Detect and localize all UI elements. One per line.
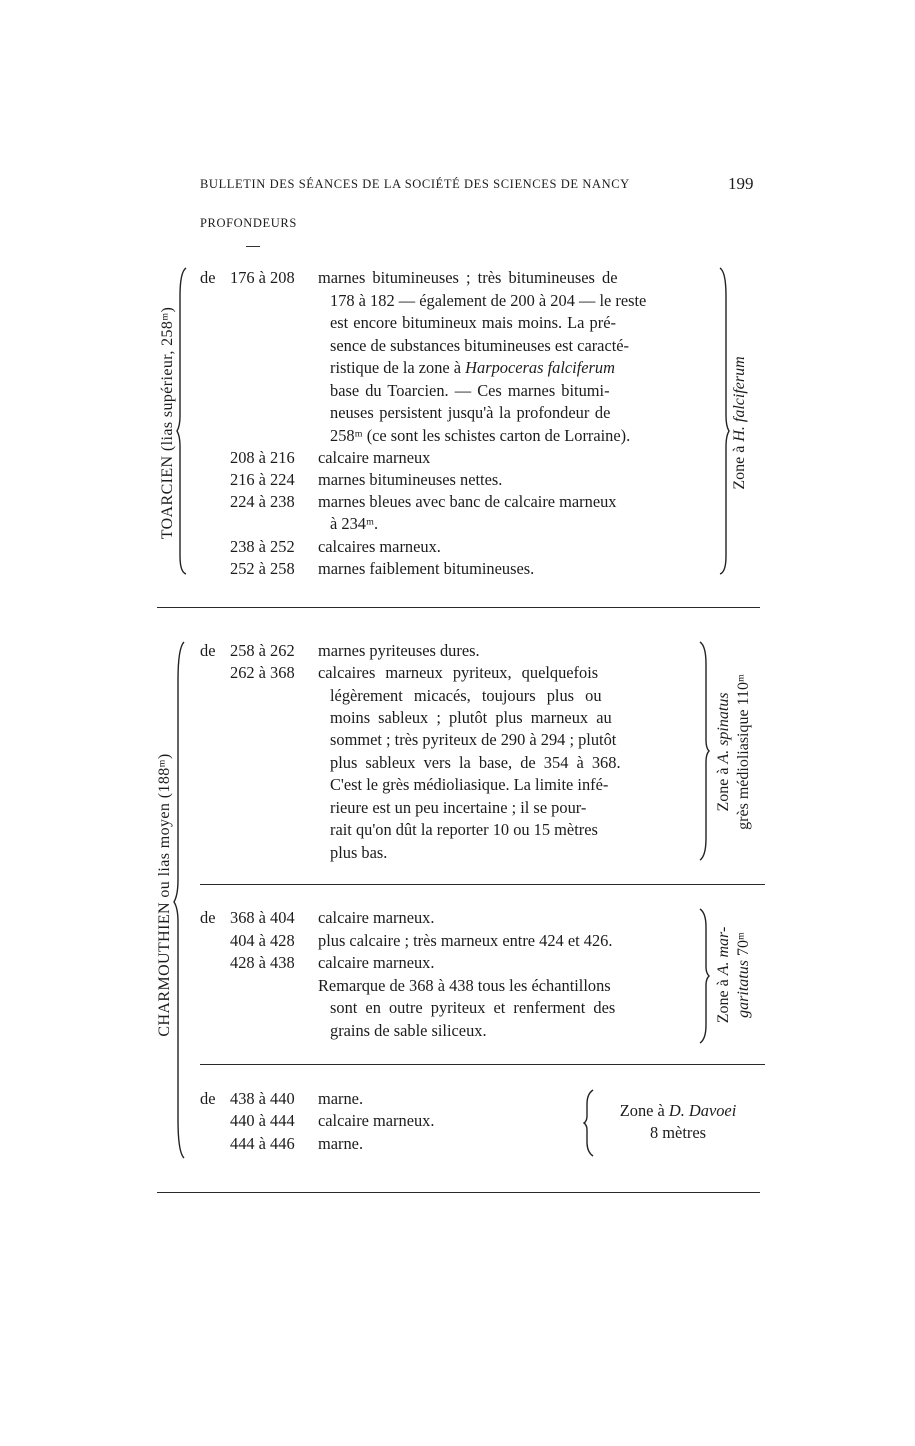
heading-dash bbox=[246, 246, 260, 247]
page-number: 199 bbox=[728, 174, 754, 193]
s1-depth-10: 216 à 224 bbox=[230, 470, 295, 489]
s3-text-6: grains de sable siliceux. bbox=[330, 1021, 487, 1040]
s2-text-6: plus sableux vers la base, de 354 à 368. bbox=[330, 753, 621, 772]
s3-depth-1: 368 à 404 bbox=[230, 908, 295, 927]
stage-label-toarcien: TOARCIEN (lias supérieur, 258ᵐ) bbox=[159, 306, 176, 540]
s2-zone-label: Zone à A. spinatus grès médioliasique 110ᵐ bbox=[715, 674, 752, 830]
s4-prefix-1: de bbox=[200, 1089, 216, 1108]
s1-text-11: marnes bleues avec banc de calcaire marneux bbox=[318, 492, 617, 511]
s2-text-2: calcaires marneux pyriteux, quelquefois bbox=[318, 663, 599, 682]
separator-4 bbox=[157, 1192, 760, 1193]
s4-depth-3: 444 à 446 bbox=[230, 1134, 295, 1153]
s1-text-12: à 234ᵐ. bbox=[330, 514, 379, 533]
s2-text-5: sommet ; très pyriteux de 290 à 294 ; plutôt bbox=[330, 730, 617, 749]
s4-zone-thickness: 8 mètres bbox=[650, 1123, 706, 1142]
s2-text-10: plus bas. bbox=[330, 843, 388, 862]
separator-3 bbox=[200, 1064, 765, 1065]
s1-text-6: base du Toarcien. — Ces marnes bitumi- bbox=[330, 381, 610, 400]
s2-depth-1: 258 à 262 bbox=[230, 641, 295, 660]
s1-depth-14: 252 à 258 bbox=[230, 559, 295, 578]
s2-zone-line2: grès médioliasique 110ᵐ bbox=[735, 674, 752, 830]
running-head: BULLETIN DES SÉANCES DE LA SOCIÉTÉ DES SCIENCES DE NANCY bbox=[200, 177, 630, 191]
s1-text-1: marnes bitumineuses ; très bitumineuses de bbox=[318, 268, 618, 287]
s1-zone-label: Zone à H. falciferum bbox=[731, 356, 748, 490]
s1-depth-9: 208 à 216 bbox=[230, 448, 295, 467]
s4-text-1: marne. bbox=[318, 1089, 364, 1108]
s1-text-4: sence de substances bitumineuses est caracté- bbox=[330, 336, 630, 355]
s1-text-2: 178 à 182 — également de 200 à 204 — le reste bbox=[330, 291, 647, 310]
s1-depth-1: 176 à 208 bbox=[230, 268, 295, 287]
s2-text-9: rait qu'on dût la reporter 10 ou 15 mètres bbox=[330, 820, 598, 839]
charmouthien-brace bbox=[172, 640, 188, 1160]
s3-depth-3: 428 à 438 bbox=[230, 953, 295, 972]
s2-text-3: légèrement micacés, toujours plus ou bbox=[330, 686, 602, 705]
stage-label-charmouthien: CHARMOUTHIEN ou lias moyen (188ᵐ) bbox=[156, 753, 173, 1037]
s4-text-2: calcaire marneux. bbox=[318, 1111, 435, 1130]
s4-depth-2: 440 à 444 bbox=[230, 1111, 295, 1130]
s4-depth-1: 438 à 440 bbox=[230, 1089, 295, 1108]
s2-text-1: marnes pyriteuses dures. bbox=[318, 641, 480, 660]
s1-text-10: marnes bitumineuses nettes. bbox=[318, 470, 503, 489]
s2-zone-brace bbox=[696, 640, 710, 862]
s1-line-1: de bbox=[200, 268, 216, 287]
s2-text-8: rieure est un peu incertaine ; il se pour- bbox=[330, 798, 587, 817]
s1-text-5: ristique de la zone à Harpoceras falciferum bbox=[330, 358, 615, 377]
s1-text-14: marnes faiblement bitumineuses. bbox=[318, 559, 535, 578]
s3-zone-brace bbox=[696, 907, 710, 1045]
s1-depth-13: 238 à 252 bbox=[230, 537, 295, 556]
toarcien-brace bbox=[176, 266, 190, 576]
s1-text-3: est encore bitumineux mais moins. La pré- bbox=[330, 313, 616, 332]
s3-text-2: plus calcaire ; très marneux entre 424 et 426. bbox=[318, 931, 613, 950]
s3-prefix-1: de bbox=[200, 908, 216, 927]
separator-2 bbox=[200, 884, 765, 885]
s2-prefix-1: de bbox=[200, 641, 216, 660]
s1-zone-brace bbox=[716, 266, 730, 576]
s2-text-7: C'est le grès médioliasique. La limite infé- bbox=[330, 775, 609, 794]
s4-zone-brace bbox=[583, 1088, 597, 1158]
s1-text-9: calcaire marneux bbox=[318, 448, 431, 467]
s1-text-8: 258ᵐ (ce sont les schistes carton de Lorraine). bbox=[330, 426, 631, 445]
s2-depth-2: 262 à 368 bbox=[230, 663, 295, 682]
s3-zone-label: Zone à A. mar- garitatus 70ᵐ bbox=[715, 926, 752, 1024]
s3-text-1: calcaire marneux. bbox=[318, 908, 435, 927]
s1-text-7: neuses persistent jusqu'à la profondeur de bbox=[330, 403, 611, 422]
s3-text-4: Remarque de 368 à 438 tous les échantillons bbox=[318, 976, 611, 995]
s4-text-3: marne. bbox=[318, 1134, 364, 1153]
s3-depth-2: 404 à 428 bbox=[230, 931, 295, 950]
column-heading: PROFONDEURS bbox=[200, 216, 297, 230]
separator-1 bbox=[157, 607, 760, 608]
s2-text-4: moins sableux ; plutôt plus marneux au bbox=[330, 708, 612, 727]
s1-depth-11: 224 à 238 bbox=[230, 492, 295, 511]
s3-text-5: sont en outre pyriteux et renferment des bbox=[330, 998, 616, 1017]
s4-zone-label: Zone à D. Davoei 8 mètres bbox=[598, 1100, 758, 1144]
s3-text-3: calcaire marneux. bbox=[318, 953, 435, 972]
s1-text-13: calcaires marneux. bbox=[318, 537, 441, 556]
